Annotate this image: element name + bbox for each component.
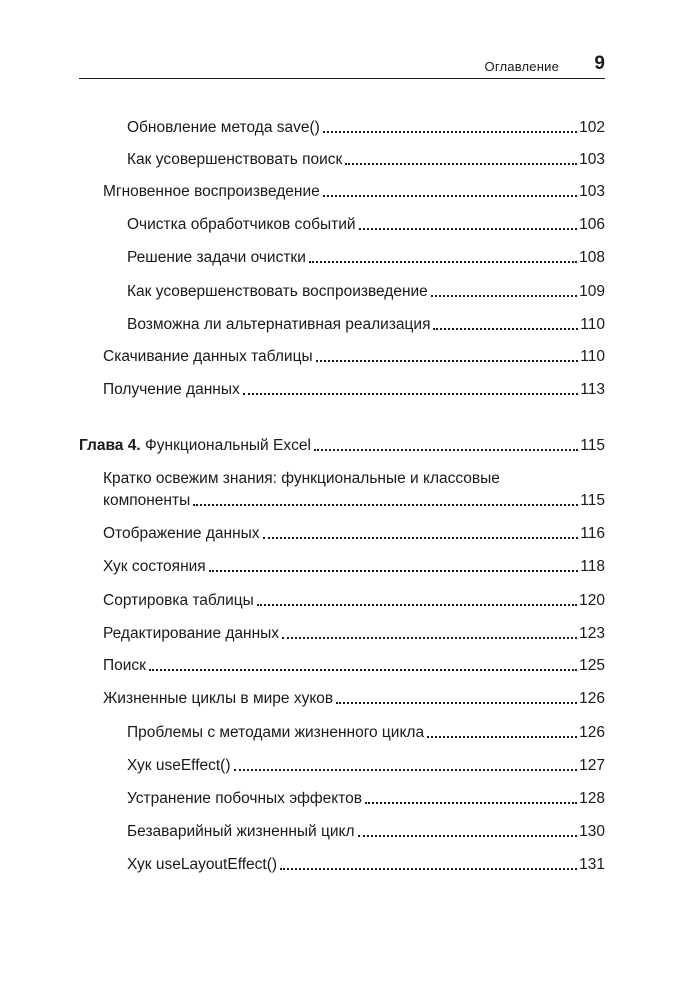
- toc-entry-page: 131: [579, 856, 605, 873]
- running-head-title: Оглавление: [484, 59, 559, 74]
- toc-entry[interactable]: [103, 381, 605, 399]
- toc-leader-dots: [243, 393, 579, 395]
- toc-entry-page: 110: [580, 348, 605, 365]
- toc-entry-title: Жизненные циклы в мире хуков: [103, 690, 334, 707]
- toc-leader-dots: [323, 131, 577, 133]
- toc-entry-title: Решение задачи очистки: [127, 249, 306, 266]
- toc-chapter-entry[interactable]: [79, 437, 605, 455]
- toc-entry-title: Возможна ли альтернативная реализация: [127, 316, 431, 333]
- toc-entry-page: 102: [579, 119, 605, 136]
- toc-entry-title-line2: компоненты: [103, 492, 191, 509]
- toc-leader-dots: [433, 328, 578, 330]
- toc-entry-page: 116: [580, 525, 605, 542]
- toc-entry-page: 120: [579, 592, 605, 609]
- toc-leader-dots: [431, 295, 577, 297]
- toc-leader-dots: [257, 604, 577, 606]
- toc-entry[interactable]: [103, 625, 605, 643]
- toc-leader-dots: [280, 868, 577, 870]
- toc-entry[interactable]: [103, 690, 605, 708]
- toc-leader-dots: [336, 702, 577, 704]
- toc-entry[interactable]: [103, 558, 605, 576]
- toc-entry-title: Поиск: [103, 657, 146, 674]
- toc-leader-dots: [365, 802, 577, 804]
- toc-entry-page: 126: [579, 724, 605, 741]
- toc-entry-page: 123: [579, 625, 605, 642]
- toc-entry-page: 115: [580, 492, 605, 509]
- toc-entry-page: 127: [579, 757, 605, 774]
- toc-entry-page: 103: [579, 183, 605, 200]
- toc-entry-page: 125: [579, 657, 605, 674]
- toc-entry-page: 109: [579, 283, 605, 300]
- toc-entry-title-line1: Кратко освежим знания: функциональные и классовые: [103, 470, 500, 487]
- toc-entry-title: Получение данных: [103, 381, 240, 398]
- toc-entry-page: 130: [579, 823, 605, 840]
- toc-entry-title: Скачивание данных таблицы: [103, 348, 313, 365]
- toc-entry-page: 113: [580, 381, 605, 398]
- toc-entry-title: Хук useEffect(): [127, 757, 231, 774]
- toc-entry-title: Хук состояния: [103, 558, 206, 575]
- toc-entry[interactable]: [127, 119, 605, 137]
- running-head-page-number: 9: [594, 53, 605, 74]
- toc-entry-page: 108: [579, 249, 605, 266]
- toc-leader-dots: [234, 769, 578, 771]
- toc-entry-title: [79, 437, 311, 455]
- toc-entry-line2: [103, 492, 605, 510]
- toc-entry-page: 115: [580, 437, 605, 454]
- toc-entry-page: 106: [579, 216, 605, 233]
- toc-leader-dots: [263, 537, 579, 539]
- toc-leader-dots: [345, 163, 577, 165]
- toc-entry-title: Как усовершенствовать воспроизведение: [127, 283, 428, 300]
- toc-entry[interactable]: [127, 757, 605, 775]
- toc-entry[interactable]: [127, 724, 605, 742]
- toc-leader-dots: [359, 228, 578, 230]
- toc-entry-title: Отображение данных: [103, 525, 260, 542]
- toc-entry[interactable]: [127, 790, 605, 808]
- toc-entry-title: Безаварийный жизненный цикл: [127, 823, 355, 840]
- toc-leader-dots: [209, 570, 579, 572]
- toc-entry-title: Как усовершенствовать поиск: [127, 151, 343, 168]
- toc-leader-dots: [316, 360, 579, 362]
- toc-entry[interactable]: [127, 823, 605, 841]
- toc-entry[interactable]: [127, 316, 605, 334]
- toc-leader-dots: [149, 669, 577, 671]
- toc-entry-title: Обновление метода save(): [127, 119, 320, 136]
- toc-entry[interactable]: [103, 183, 605, 201]
- toc-entry[interactable]: [103, 348, 605, 366]
- toc-leader-dots: [314, 449, 578, 451]
- page-header: [79, 53, 605, 79]
- toc-entry-page: 118: [580, 558, 605, 575]
- toc-entry-page: 128: [579, 790, 605, 807]
- toc-entry[interactable]: [103, 657, 605, 675]
- toc-entry-page: 103: [579, 151, 605, 168]
- toc-entry-page: 126: [579, 690, 605, 707]
- toc-entry[interactable]: [127, 283, 605, 301]
- toc-entry-title: Проблемы с методами жизненного цикла: [127, 724, 425, 741]
- toc-entry-title: Устранение побочных эффектов: [127, 790, 362, 807]
- toc-entry[interactable]: [103, 525, 605, 543]
- toc-leader-dots: [323, 195, 577, 197]
- toc-entry-page: 110: [580, 316, 605, 333]
- toc-entry-title: Редактирование данных: [103, 625, 280, 642]
- toc-leader-dots: [193, 504, 578, 506]
- toc-leader-dots: [427, 736, 577, 738]
- toc-entry[interactable]: [127, 151, 605, 169]
- toc-leader-dots: [282, 637, 577, 639]
- toc-entry-title: Хук useLayoutEffect(): [127, 856, 278, 873]
- toc-entry[interactable]: [127, 856, 605, 874]
- toc-entry[interactable]: [127, 249, 605, 267]
- toc-entry-title: Мгновенное воспроизведение: [103, 183, 320, 200]
- toc-leader-dots: [309, 261, 577, 263]
- chapter-title: Функциональный Excel: [144, 437, 311, 454]
- toc-leader-dots: [358, 835, 578, 837]
- toc-entry[interactable]: [127, 216, 605, 234]
- toc-entry[interactable]: [103, 470, 605, 510]
- toc-entry-title: Очистка обработчиков событий: [127, 216, 356, 233]
- toc-entry[interactable]: [103, 592, 605, 610]
- toc-entry-title: Сортировка таблицы: [103, 592, 254, 609]
- chapter-label: Глава 4.: [79, 437, 141, 454]
